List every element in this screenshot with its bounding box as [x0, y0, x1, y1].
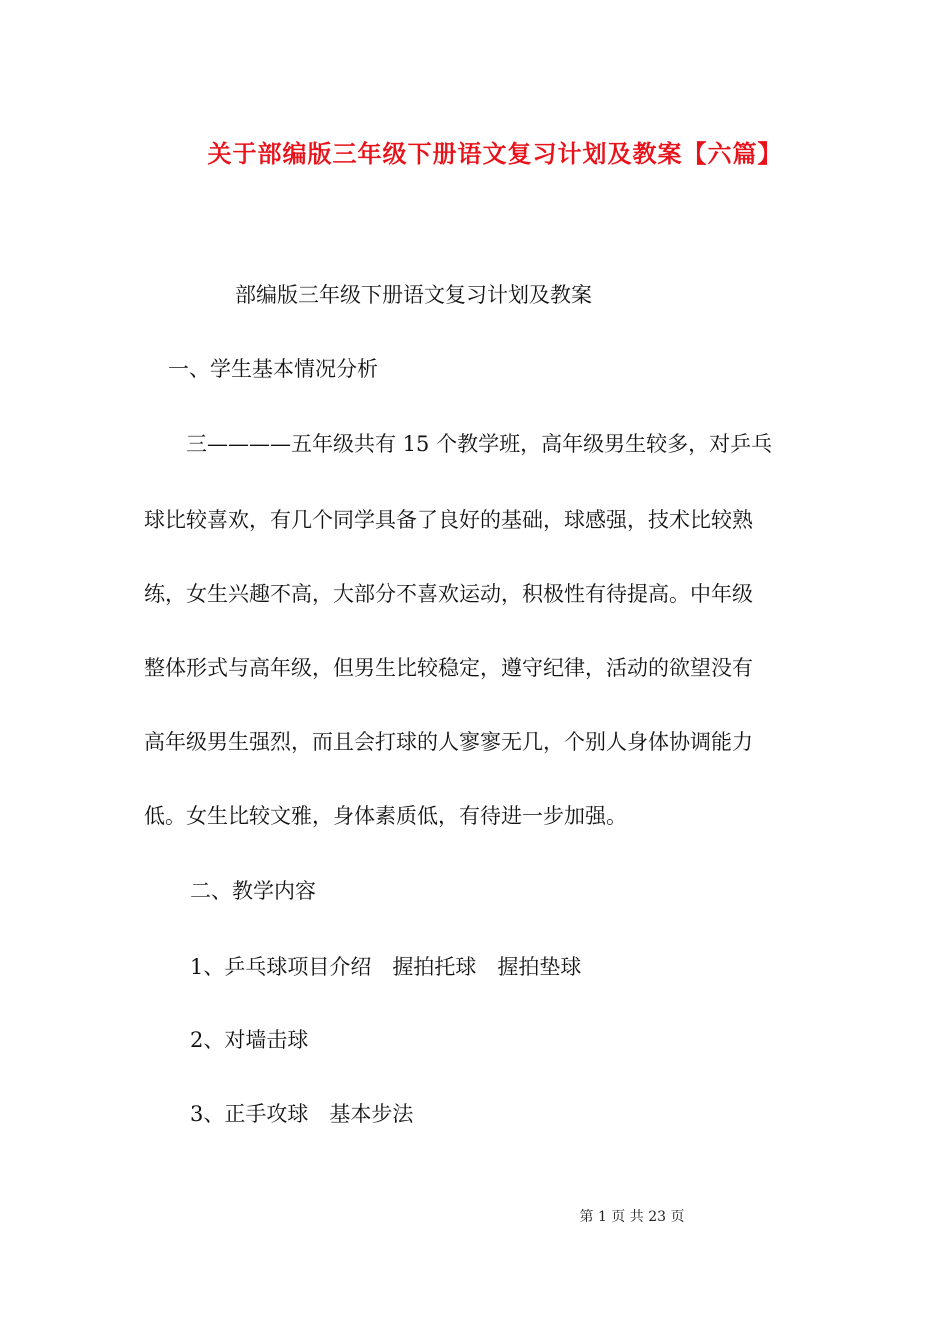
- paragraph-line: 高年级男生强烈，而且会打球的人寥寥无几，个别人身体协调能力: [144, 730, 753, 754]
- page-number: 第 1 页 共 23 页: [579, 1209, 685, 1225]
- list-item: 3、正手攻球 基本步法: [190, 1102, 414, 1126]
- paragraph-line: 整体形式与高年级，但男生比较稳定，遵守纪律，活动的欲望没有: [144, 656, 753, 680]
- section-heading-teaching-content: 二、教学内容: [190, 879, 316, 903]
- list-item: 2、对墙击球: [190, 1028, 309, 1052]
- paragraph-line: 球比较喜欢，有几个同学具备了良好的基础，球感强，技术比较熟: [144, 508, 753, 532]
- list-item: 1、乒乓球项目介绍 握拍托球 握拍垫球: [190, 955, 582, 979]
- paragraph-line: 三————五年级共有 15 个教学班，高年级男生较多，对乒乓: [144, 432, 773, 456]
- page-footer: [0, 1207, 950, 1227]
- section-heading-student-analysis: 一、学生基本情况分析: [168, 357, 378, 381]
- paragraph-line: 练，女生兴趣不高，大部分不喜欢运动，积极性有待提高。中年级: [144, 582, 753, 606]
- document-subtitle: 部编版三年级下册语文复习计划及教案: [235, 283, 592, 307]
- paragraph-line: 低。女生比较文雅，身体素质低，有待进一步加强。: [144, 804, 627, 828]
- document-title: 关于部编版三年级下册语文复习计划及教案【六篇】: [207, 139, 783, 168]
